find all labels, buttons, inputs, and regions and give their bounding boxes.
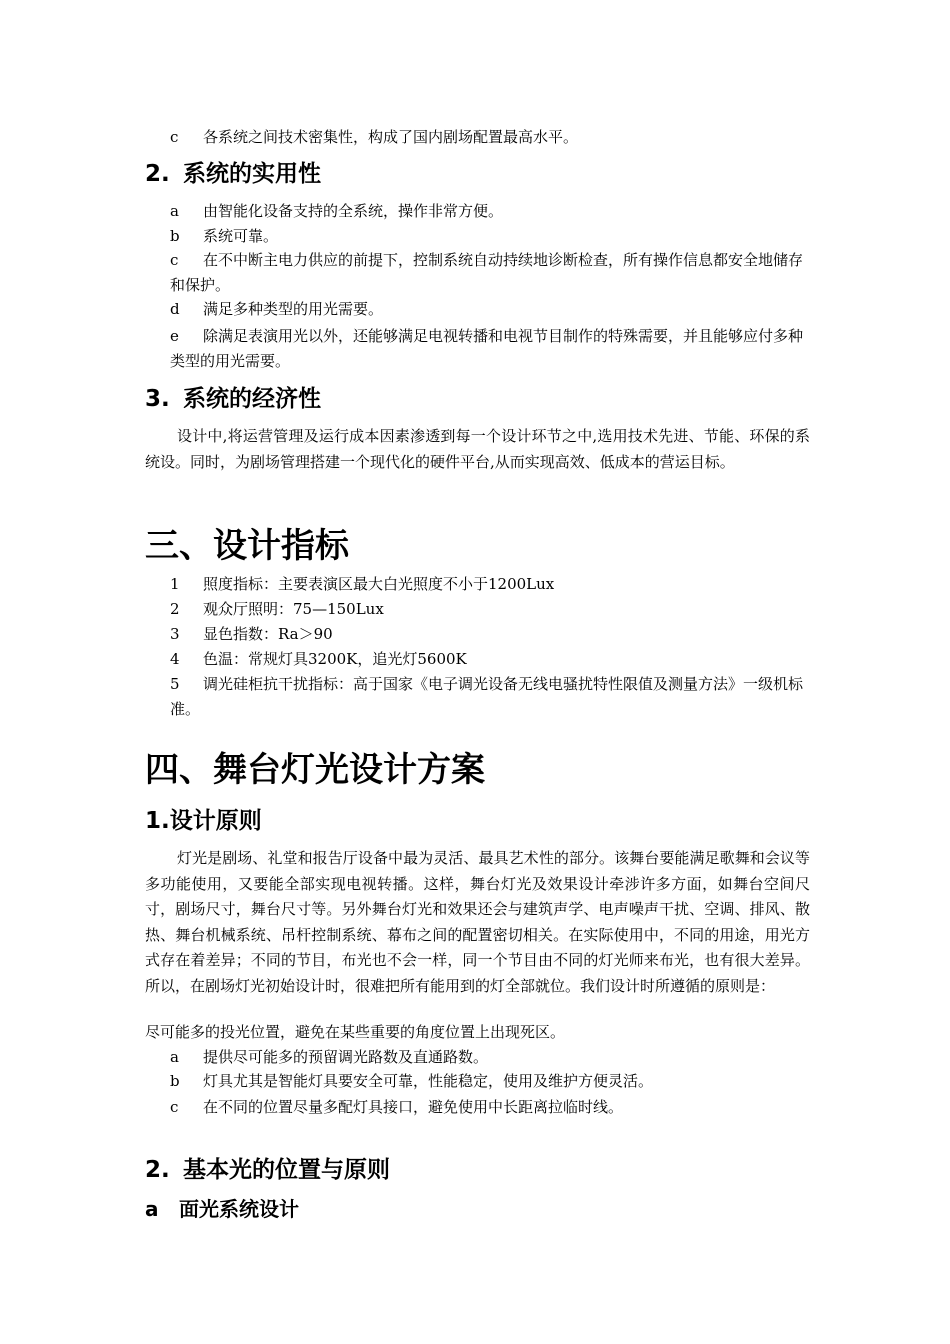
list-marker: a (170, 1048, 179, 1066)
list-marker: d (170, 300, 180, 318)
chapter-heading: 三、设计指标 (145, 526, 349, 566)
list-text: 满足多种类型的用光需要。 (203, 300, 384, 318)
subsection-heading (145, 1194, 299, 1224)
list-marker: c (170, 1098, 179, 1116)
list-marker: 5 (170, 675, 180, 693)
section-title: 系统的实用性 (183, 161, 321, 187)
list-text: 由智能化设备支持的全系统，操作非常方便。 (203, 202, 504, 220)
section-title: 基本光的位置与原则 (183, 1157, 390, 1183)
list-item (170, 1045, 810, 1070)
list-item (170, 199, 810, 224)
list-marker: e (170, 327, 179, 345)
section-heading: 1.设计原则 (145, 808, 262, 834)
section-number: 2. (145, 1157, 170, 1183)
list-text: 照度指标：主要表演区最大白光照度不小于1200Lux (203, 575, 555, 593)
list-text: 除满足表演用光以外，还能够满足电视转播和电视节目制作的特殊需要，并且能够应付多种类型的用光需要。 (170, 327, 804, 370)
list-item (170, 622, 810, 647)
chapter-heading: 四、舞台灯光设计方案 (145, 750, 485, 790)
section-number: 3. (145, 386, 170, 412)
list-item (170, 324, 810, 374)
list-marker: c (170, 251, 179, 269)
list-item (170, 1069, 810, 1094)
section-heading (145, 384, 321, 414)
list-text: 显色指数：Ra＞90 (203, 625, 333, 643)
list-item (170, 297, 810, 322)
list-text: 调光硅柜抗干扰指标：高于国家《电子调光设备无线电骚扰特性限值及测量方法》一级机标准。 (170, 675, 804, 718)
list-item (170, 125, 810, 150)
paragraph: 灯光是剧场、礼堂和报告厅设备中最为灵活、最具艺术性的部分。该舞台要能满足歌舞和会议等多功能使用，又要能全部实现电视转播。这样，舞台灯光及效果设计牵涉许多方面，如舞台空间尺寸，剧场尺寸，舞台尺寸等。另外舞台灯光和效果还会与建筑声学、电声噪声干扰、空调、排风、散热、舞台机械系统、吊杆控制系统、幕布之间的配置密切相关。在实际使用中，不同的用途，用光方式存在着差异；不同的节目，布光也不会一样，同一个节目由不同的灯光师来布光，也有很大差异。所以，在剧场灯光初始设计时，很难把所有能用到的灯全部就位。我们设计时所遵循的原则是： (145, 849, 810, 995)
section-heading (145, 159, 321, 189)
subsection-title: 面光系统设计 (179, 1197, 299, 1221)
list-text: 灯具尤其是智能灯具要安全可靠，性能稳定，使用及维护方便灵活。 (203, 1072, 654, 1090)
list-marker: c (170, 128, 179, 146)
list-item (170, 224, 810, 249)
list-item (170, 597, 810, 622)
subsection-marker: a (145, 1197, 159, 1221)
principle-line: 尽可能多的投光位置，避免在某些重要的角度位置上出现死区。 (145, 1023, 566, 1041)
list-marker: 4 (170, 650, 180, 668)
section-heading (145, 1155, 390, 1185)
list-marker: b (170, 227, 180, 245)
list-text: 在不中断主电力供应的前提下，控制系统自动持续地诊断检查，所有操作信息都安全地储存和保护。 (170, 251, 804, 294)
list-marker: 2 (170, 600, 180, 618)
list-text: 各系统之间技术密集性，构成了国内剧场配置最高水平。 (203, 128, 579, 146)
list-text: 在不同的位置尽量多配灯具接口，避免使用中长距离拉临时线。 (203, 1098, 624, 1116)
list-marker: 1 (170, 575, 180, 593)
list-item (170, 672, 810, 722)
list-item (170, 1095, 810, 1120)
section-title: 系统的经济性 (183, 386, 321, 412)
paragraph: 设计中,将运营管理及运行成本因素渗透到每一个设计环节之中,选用技术先进、节能、环保的系统设。同时，为剧场管理搭建一个现代化的硬件平台,从而实现高效、低成本的营运目标。 (145, 427, 810, 471)
list-text: 系统可靠。 (203, 227, 279, 245)
list-text: 色温：常规灯具3200K，追光灯5600K (203, 650, 467, 668)
list-item (170, 647, 810, 672)
list-marker: b (170, 1072, 180, 1090)
list-text: 提供尽可能多的预留调光路数及直通路数。 (203, 1048, 489, 1066)
section-number: 2. (145, 161, 170, 187)
list-item (170, 572, 810, 597)
list-marker: a (170, 202, 179, 220)
list-text: 观众厅照明：75—150Lux (203, 600, 384, 618)
list-marker: 3 (170, 625, 180, 643)
list-item (170, 248, 810, 298)
